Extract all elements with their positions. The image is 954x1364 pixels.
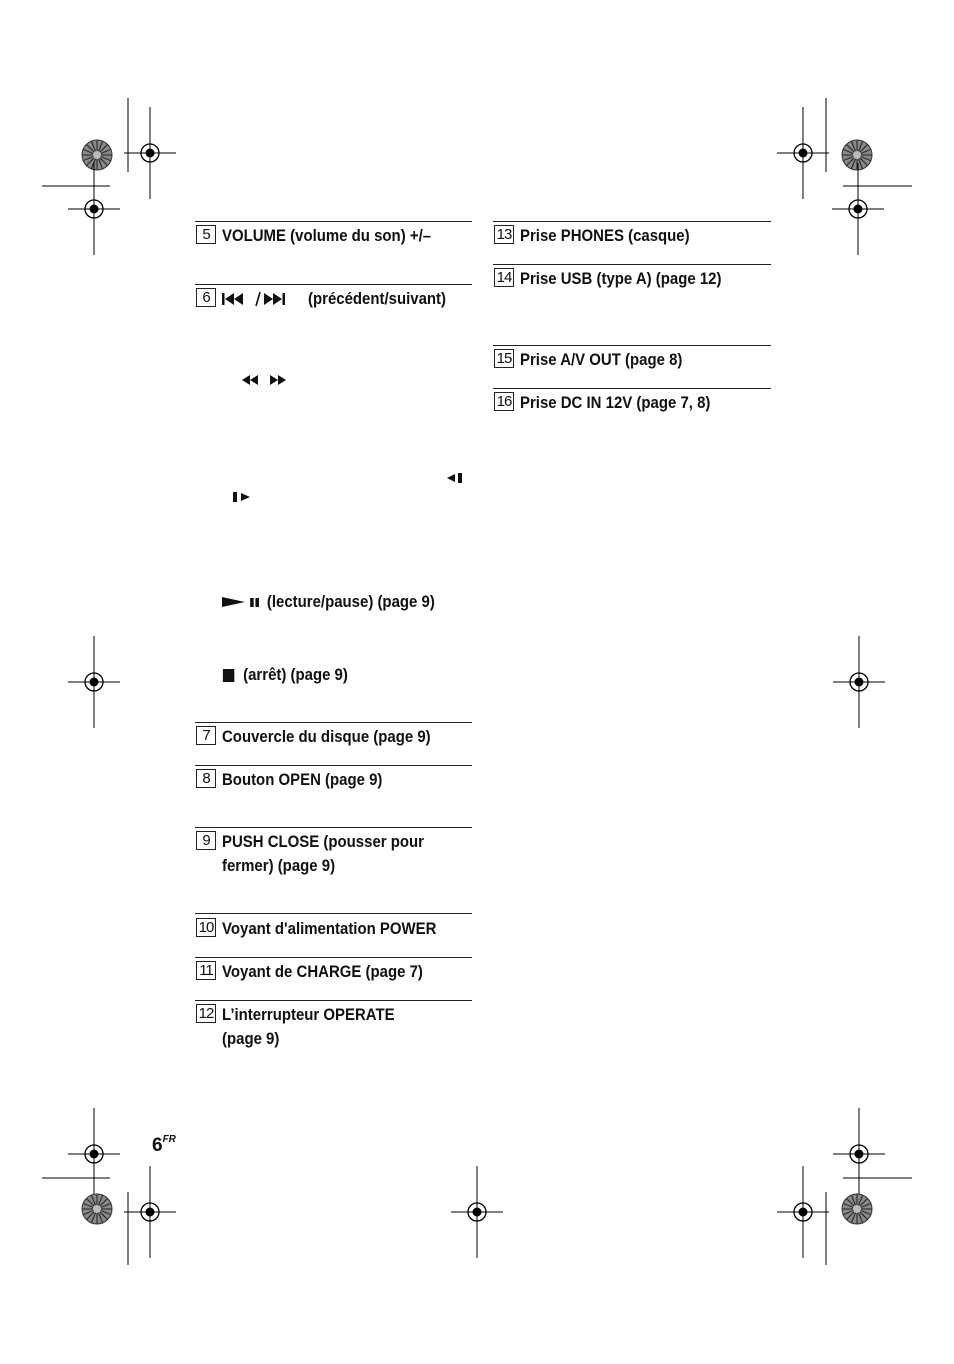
stop-icon [222, 667, 238, 683]
item-number: 10 [196, 918, 216, 937]
item-power-indicator [196, 917, 466, 941]
item-label: VOLUME (volume du son) +/– [222, 226, 432, 245]
item-dc-in-jack [494, 391, 736, 415]
item-label [222, 1003, 395, 1051]
rule-7 [195, 722, 472, 723]
item-volume [196, 224, 460, 248]
rule-5 [195, 221, 472, 222]
rule-8 [195, 765, 472, 766]
item-number: 14 [494, 268, 514, 287]
item-label [222, 830, 424, 878]
stop-label: (arrêt) (page 9) [243, 665, 348, 684]
label-line-1: PUSH CLOSE (pousser pour [222, 832, 424, 851]
label-line-2: fermer) (page 9) [222, 856, 336, 875]
item-number: 9 [196, 831, 216, 850]
page-number-value: 6 [152, 1135, 163, 1156]
step-forward-icon [232, 490, 254, 504]
sub-stop [222, 663, 348, 687]
sub-play-pause [222, 590, 435, 614]
item-number: 8 [196, 769, 216, 788]
rule-13 [493, 221, 771, 222]
item-label: Bouton OPEN (page 9) [222, 770, 383, 789]
item-label: Prise DC IN 12V (page 7, 8) [520, 393, 711, 412]
item-number: 12 [196, 1004, 216, 1023]
item-label: Prise PHONES (casque) [520, 226, 690, 245]
label-line-2: (page 9) [222, 1029, 280, 1048]
step-back-icon [445, 471, 467, 485]
item-label: Voyant d'alimentation POWER [222, 919, 437, 938]
rule-11 [195, 957, 472, 958]
rule-6 [195, 284, 472, 285]
language-code: FR [162, 1133, 176, 1145]
item-label: Voyant de CHARGE (page 7) [222, 962, 423, 981]
page-number [152, 1135, 176, 1157]
item-push-close [196, 830, 452, 878]
item-av-out-jack [494, 348, 705, 372]
item-prev-next [196, 287, 465, 311]
rule-10 [195, 913, 472, 914]
label-line-1: L’interrupteur OPERATE [222, 1005, 395, 1024]
item-operate-switch [196, 1003, 418, 1051]
item-charge-indicator [196, 960, 450, 984]
item-number: 5 [196, 225, 216, 244]
item-label: Couvercle du disque (page 9) [222, 727, 431, 746]
play-pause-label: (lecture/pause) (page 9) [266, 592, 435, 611]
rule-14 [493, 264, 771, 265]
item-label: Prise A/V OUT (page 8) [520, 350, 683, 369]
item-label: (précédent/suivant) [308, 289, 446, 308]
item-phones-jack [494, 224, 713, 248]
item-open-button [196, 768, 404, 792]
item-disc-lid [196, 725, 459, 749]
rule-12 [195, 1000, 472, 1001]
item-number: 11 [196, 961, 216, 980]
rewind-fast-forward-icon [237, 373, 297, 387]
item-number: 15 [494, 349, 514, 368]
rule-16 [493, 388, 771, 389]
prev-next-track-icon [222, 290, 304, 308]
item-number: 7 [196, 726, 216, 745]
rule-15 [493, 345, 771, 346]
item-number: 16 [494, 392, 514, 411]
item-usb-jack [494, 267, 749, 291]
item-number: 6 [196, 288, 216, 307]
item-label: Prise USB (type A) (page 12) [520, 269, 722, 288]
rule-9 [195, 827, 472, 828]
item-number: 13 [494, 225, 514, 244]
play-pause-icon [222, 594, 262, 610]
